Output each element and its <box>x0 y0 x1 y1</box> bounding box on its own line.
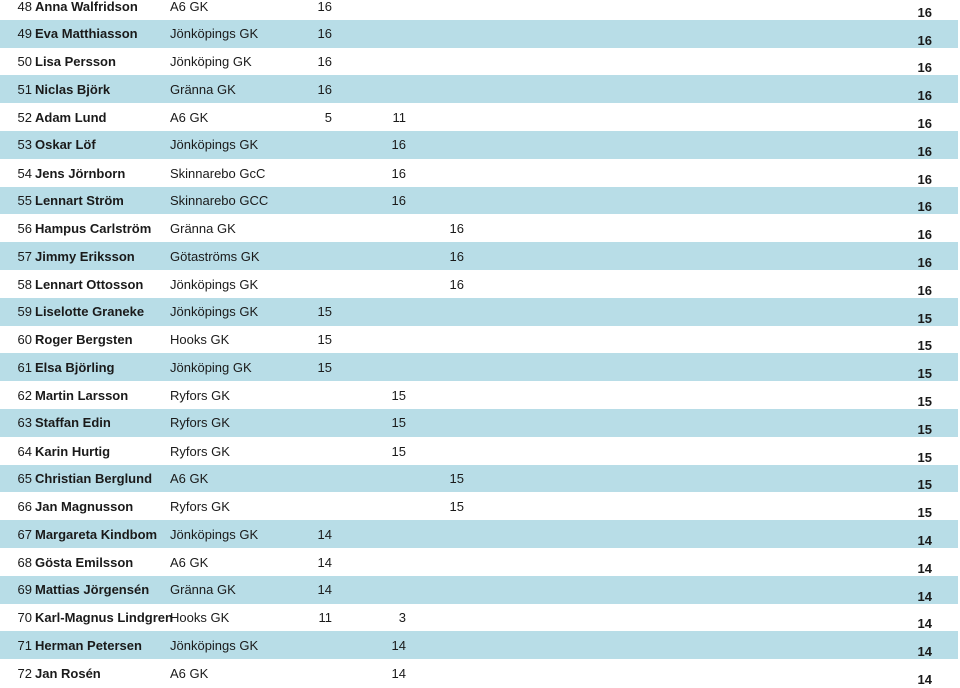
total-cell: 15 <box>917 421 932 437</box>
club-cell: Skinnarebo GCC <box>170 192 269 208</box>
table-row <box>0 20 958 48</box>
club-cell: Gränna GK <box>170 81 236 97</box>
score-cell-3 <box>432 353 464 381</box>
score-cell-1 <box>300 160 332 187</box>
score-cell-1 <box>300 382 332 409</box>
club-cell: Jönköpings GK <box>170 26 259 42</box>
score-cell-3 <box>432 75 464 103</box>
score-cell-3 <box>432 104 464 131</box>
total-cell: 14 <box>917 588 932 604</box>
club-cell: A6 GK <box>170 554 209 570</box>
total-cell: 15 <box>917 477 932 493</box>
score-cell-2: 14 <box>391 666 406 682</box>
position-cell: 64 <box>17 443 32 459</box>
score-cell-3 <box>432 382 464 409</box>
player-name-cell: Karin Hurtig <box>35 443 111 459</box>
score-cell-3 <box>432 187 464 215</box>
score-cell-3 <box>432 576 464 604</box>
total-cell: 15 <box>917 393 932 409</box>
player-name-cell: Eva Matthiasson <box>35 26 138 42</box>
player-name-cell: Roger Bergsten <box>35 332 133 348</box>
player-name-cell: Adam Lund <box>35 110 107 126</box>
score-cell-2 <box>374 0 406 20</box>
score-cell-1: 14 <box>317 554 332 570</box>
total-cell: 16 <box>917 60 932 76</box>
score-cell-1 <box>300 131 332 159</box>
position-cell: 67 <box>17 526 32 542</box>
position-cell: 57 <box>17 248 32 264</box>
club-cell: Götaströms GK <box>170 248 260 264</box>
score-cell-2: 11 <box>392 110 406 126</box>
position-cell: 51 <box>17 81 32 97</box>
position-cell: 60 <box>17 332 32 348</box>
table-row <box>0 437 958 465</box>
score-cell-3 <box>432 549 464 576</box>
position-cell: 71 <box>17 637 32 653</box>
total-cell: 16 <box>917 282 932 298</box>
score-cell-1: 16 <box>317 26 332 42</box>
score-cell-1: 14 <box>317 582 332 598</box>
table-row <box>0 103 958 131</box>
score-cell-1: 16 <box>317 0 332 14</box>
table-row <box>0 576 958 604</box>
score-cell-1: 15 <box>317 304 332 320</box>
total-cell: 14 <box>917 671 932 687</box>
score-cell-1 <box>300 465 332 493</box>
total-cell: 16 <box>917 199 932 215</box>
table-row <box>0 326 958 354</box>
player-name-cell: Hampus Carlström <box>35 221 152 237</box>
table-row <box>0 0 958 20</box>
club-cell: Jönköping GK <box>170 359 252 375</box>
total-cell: 14 <box>917 616 932 632</box>
player-name-cell: Oskar Löf <box>35 137 96 153</box>
player-name-cell: Lennart Ottosson <box>35 276 144 292</box>
score-cell-1: 15 <box>317 359 332 375</box>
total-cell: 15 <box>917 310 932 326</box>
score-cell-2 <box>374 493 406 520</box>
score-cell-1 <box>300 187 332 215</box>
player-name-cell: Mattias Jörgensén <box>35 582 150 598</box>
position-cell: 66 <box>17 499 32 515</box>
score-cell-2 <box>374 465 406 493</box>
total-cell: 16 <box>917 171 932 187</box>
club-cell: Jönköpings GK <box>170 304 259 320</box>
score-cell-2: 15 <box>391 443 406 459</box>
score-cell-3 <box>432 631 464 659</box>
table-row <box>0 270 958 298</box>
club-cell: Skinnarebo GcC <box>170 165 266 181</box>
total-cell: 16 <box>917 115 932 131</box>
position-cell: 69 <box>17 582 32 598</box>
score-cell-3 <box>432 20 464 48</box>
table-row <box>0 520 958 548</box>
total-cell: 16 <box>917 254 932 270</box>
score-cell-3 <box>432 49 464 76</box>
score-cell-2: 15 <box>391 415 406 431</box>
club-cell: A6 GK <box>170 666 209 682</box>
score-cell-3 <box>432 160 464 187</box>
table-row <box>0 492 958 520</box>
table-row <box>0 214 958 242</box>
table-row <box>0 409 958 437</box>
club-cell: A6 GK <box>170 110 209 126</box>
table-row <box>0 131 958 159</box>
club-cell: Jönköpings GK <box>170 526 259 542</box>
score-cell-3 <box>432 131 464 159</box>
total-cell: 14 <box>917 644 932 660</box>
table-row <box>0 159 958 187</box>
club-cell: Jönköping GK <box>170 54 252 70</box>
score-cell-2: 16 <box>391 192 406 208</box>
club-cell: Jönköpings GK <box>170 637 259 653</box>
score-cell-3: 16 <box>449 276 464 292</box>
table-row <box>0 75 958 103</box>
club-cell: Ryfors GK <box>170 415 230 431</box>
position-cell: 70 <box>17 610 32 626</box>
score-cell-2 <box>374 576 406 604</box>
position-cell: 52 <box>17 110 32 126</box>
score-cell-2: 3 <box>398 610 406 626</box>
score-cell-1: 16 <box>317 54 332 70</box>
table-row <box>0 187 958 215</box>
score-cell-2 <box>374 49 406 76</box>
club-cell: Hooks GK <box>170 610 230 626</box>
total-cell: 16 <box>917 143 932 159</box>
score-cell-2 <box>374 75 406 103</box>
table-row <box>0 242 958 270</box>
total-cell: 16 <box>917 32 932 48</box>
score-cell-2 <box>374 520 406 548</box>
score-cell-1 <box>300 409 332 437</box>
position-cell: 68 <box>17 554 32 570</box>
position-cell: 53 <box>17 137 32 153</box>
player-name-cell: Christian Berglund <box>35 470 153 486</box>
total-cell: 15 <box>917 338 932 354</box>
score-cell-2 <box>374 215 406 242</box>
position-cell: 65 <box>17 470 32 486</box>
club-cell: Jönköpings GK <box>170 276 259 292</box>
score-cell-2: 14 <box>391 637 406 653</box>
total-cell: 16 <box>917 4 932 20</box>
position-cell: 72 <box>17 666 32 682</box>
score-cell-1: 15 <box>317 332 332 348</box>
club-cell: Jönköpings GK <box>170 137 259 153</box>
total-cell: 16 <box>917 227 932 243</box>
club-cell: A6 GK <box>170 470 209 486</box>
total-cell: 16 <box>917 88 932 104</box>
player-name-cell: Anna Walfridson <box>35 0 138 14</box>
score-cell-3 <box>432 438 464 465</box>
score-cell-1 <box>300 493 332 520</box>
player-name-cell: Niclas Björk <box>35 81 111 97</box>
total-cell: 14 <box>917 560 932 576</box>
table-row <box>0 548 958 576</box>
club-cell: A6 GK <box>170 0 209 14</box>
club-cell: Gränna GK <box>170 582 236 598</box>
position-cell: 48 <box>17 0 32 14</box>
table-row <box>0 381 958 409</box>
player-name-cell: Martin Larsson <box>35 388 129 404</box>
position-cell: 55 <box>17 192 32 208</box>
club-cell: Ryfors GK <box>170 499 230 515</box>
score-cell-1: 11 <box>318 610 332 626</box>
position-cell: 61 <box>17 359 32 375</box>
score-cell-3: 15 <box>449 470 464 486</box>
table-row <box>0 465 958 493</box>
score-cell-2: 16 <box>391 137 406 153</box>
score-cell-1 <box>300 631 332 659</box>
score-cell-1 <box>300 215 332 242</box>
position-cell: 62 <box>17 388 32 404</box>
table-row <box>0 298 958 326</box>
position-cell: 63 <box>17 415 32 431</box>
total-cell: 15 <box>917 366 932 382</box>
position-cell: 49 <box>17 26 32 42</box>
score-cell-1: 14 <box>317 526 332 542</box>
player-name-cell: Jan Rosén <box>35 666 101 682</box>
player-name-cell: Lisa Persson <box>35 54 116 70</box>
player-name-cell: Karl-Magnus Lindgren <box>35 610 173 626</box>
score-cell-3 <box>432 409 464 437</box>
score-cell-3 <box>432 298 464 326</box>
player-name-cell: Gösta Emilsson <box>35 554 134 570</box>
score-cell-2: 16 <box>391 165 406 181</box>
player-name-cell: Elsa Björling <box>35 359 115 375</box>
score-cell-1: 5 <box>324 110 332 126</box>
total-cell: 14 <box>917 532 932 548</box>
score-cell-3 <box>432 327 464 354</box>
table-row <box>0 604 958 632</box>
score-cell-3 <box>432 0 464 20</box>
table-row <box>0 353 958 381</box>
score-cell-1 <box>300 271 332 298</box>
score-cell-3: 16 <box>449 248 464 264</box>
score-cell-1: 16 <box>317 81 332 97</box>
player-name-cell: Jens Jörnborn <box>35 165 126 181</box>
table-row <box>0 631 958 659</box>
score-cell-2 <box>374 242 406 270</box>
score-cell-2 <box>374 271 406 298</box>
position-cell: 59 <box>17 304 32 320</box>
club-cell: Hooks GK <box>170 332 230 348</box>
total-cell: 15 <box>917 449 932 465</box>
score-cell-3: 16 <box>449 221 464 237</box>
position-cell: 58 <box>17 276 32 292</box>
player-name-cell: Jan Magnusson <box>35 499 134 515</box>
club-cell: Gränna GK <box>170 221 236 237</box>
score-cell-3 <box>432 520 464 548</box>
player-name-cell: Herman Petersen <box>35 637 142 653</box>
score-cell-2 <box>374 327 406 354</box>
player-name-cell: Margareta Kindbom <box>35 526 158 542</box>
score-cell-1 <box>300 438 332 465</box>
score-cell-2 <box>374 549 406 576</box>
score-cell-1 <box>300 242 332 270</box>
score-cell-2 <box>374 20 406 48</box>
score-cell-3 <box>432 605 464 632</box>
club-cell: Ryfors GK <box>170 388 230 404</box>
player-name-cell: Jimmy Eriksson <box>35 248 135 264</box>
position-cell: 56 <box>17 221 32 237</box>
position-cell: 54 <box>17 165 32 181</box>
score-cell-2 <box>374 298 406 326</box>
position-cell: 50 <box>17 54 32 70</box>
table-row <box>0 48 958 76</box>
player-name-cell: Liselotte Graneke <box>35 304 145 320</box>
club-cell: Ryfors GK <box>170 443 230 459</box>
score-cell-3: 15 <box>449 499 464 515</box>
player-name-cell: Staffan Edin <box>35 415 111 431</box>
total-cell: 15 <box>917 505 932 521</box>
player-name-cell: Lennart Ström <box>35 192 124 208</box>
score-cell-2: 15 <box>391 388 406 404</box>
score-cell-2 <box>374 353 406 381</box>
